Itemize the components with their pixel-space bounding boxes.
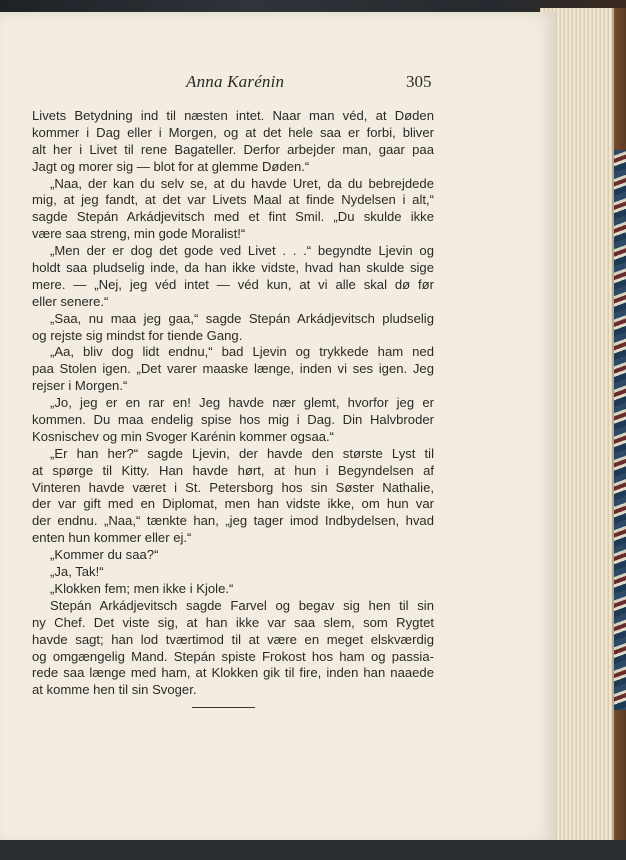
text-line: „Aa, bliv dog lidt endnu,“ bad Ljevin og trykkede ham ned <box>50 344 434 360</box>
paragraph <box>32 581 434 598</box>
text-line: „Men der er dog det gode ved Livet . . .“ begyndte Ljevin og <box>50 243 434 259</box>
text-line: Jagt og morer sig — blot for at glemme Døden.“ <box>32 158 310 174</box>
running-title: Anna Karénin <box>186 72 285 91</box>
text-line: kommer i Dag eller i Morgen, og at det hele saa er forbi, bliver <box>32 124 434 140</box>
text-line: „Er han her?“ sagde Ljevin, der havde den største Lyst til <box>50 445 434 461</box>
text-line: enten hun kommer eller ej.“ <box>32 530 192 546</box>
section-end-rule <box>192 707 255 708</box>
text-line: at komme hen til sin Svoger. <box>32 682 197 698</box>
text-line: der var gift med en Diplomat, men han vidste ikke, om hun var <box>32 496 434 512</box>
paragraph <box>32 564 434 581</box>
paragraph <box>32 243 434 311</box>
paragraph <box>32 598 434 699</box>
text-line: være saa streng, min gode Moralist!“ <box>32 226 246 242</box>
text-line: sagde Stepán Arkádjevitsch med et fint Smil. „Du skulde ikke <box>32 209 434 225</box>
scanner-background-bottom <box>0 840 626 860</box>
text-line: eller senere.“ <box>32 293 109 309</box>
text-line: havde sagt; han lod tværtimod til at være en meget elskværdig <box>32 631 434 647</box>
paragraph <box>32 311 434 345</box>
page-header <box>0 72 556 96</box>
page-number: 305 <box>406 72 432 91</box>
paragraph <box>32 395 434 446</box>
text-line: Livets Betydning ind til næsten intet. Naar man véd, at Døden <box>32 108 434 123</box>
paragraph <box>32 176 434 244</box>
text-line: kommen. Du maa endelig spise hos mig i Dag. Din Halvbroder <box>32 412 434 428</box>
text-line: „Saa, nu maa jeg gaa,“ sagde Stepán Arkádjevitsch pludselig <box>50 310 434 326</box>
text-line: mig, at jeg fandt, at det var Livets Maal at finde Nydelsen i alt,“ <box>32 192 434 208</box>
text-line: holdt saa pludselig inde, da han ikke vidste, hvad han skulde sige <box>32 260 434 276</box>
text-line: og rejste sig mindst for tiende Gang. <box>32 327 243 343</box>
text-line: rejser i Morgen.“ <box>32 378 128 394</box>
text-line: Vinteren havde været i St. Petersborg hos sin Søster Nathalie, <box>32 479 434 495</box>
paragraph <box>32 344 434 395</box>
text-line: der endnu. „Naa,“ tænkte han, „jeg tager imod Indbydelsen, hvad <box>32 513 434 529</box>
text-line: alt her i Livet til rene Bagateller. Derfor arbejder man, gaar paa <box>32 141 434 157</box>
body-text <box>32 108 434 699</box>
text-line: rede saa længe med ham, at Klokken gik til fire, inden han naaede <box>32 665 434 681</box>
paragraph <box>32 547 434 564</box>
text-line: Stepán Arkádjevitsch sagde Farvel og begav sig hen til sin <box>50 597 434 613</box>
text-line: „Naa, der kan du selv se, at du havde Uret, da du bebrejdede <box>50 175 434 191</box>
paragraph <box>32 108 434 176</box>
text-line: „Kommer du saa?“ <box>50 547 159 563</box>
text-line: Kosnischev og min Svoger Karénin kommer ogsaa.“ <box>32 428 335 444</box>
marbled-endpaper <box>612 150 626 710</box>
text-line: paa Stolen igen. „Det varer maaske længe, inden vi ses igen. Jeg <box>32 361 434 377</box>
text-line: ny Chef. Det viste sig, at han ikke var saa slem, som Rygtet <box>32 614 434 630</box>
text-line: at spørge til Kitty. Han havde hørt, at hun i Begyndelsen af <box>32 462 434 478</box>
text-line: „Klokken fem; men ikke i Kjole.“ <box>50 580 234 596</box>
text-line: mere. — „Nej, jeg véd intet — véd kun, at vi alle skal dø før <box>32 276 434 292</box>
text-line: og omgængelig Mand. Stepán spiste Frokost hos ham og passia- <box>32 648 434 664</box>
text-line: „Jo, jeg er en rar en! Jeg havde nær glemt, hvorfor jeg er <box>50 395 434 411</box>
text-line: „Ja, Tak!“ <box>50 564 104 580</box>
paragraph <box>32 446 434 547</box>
